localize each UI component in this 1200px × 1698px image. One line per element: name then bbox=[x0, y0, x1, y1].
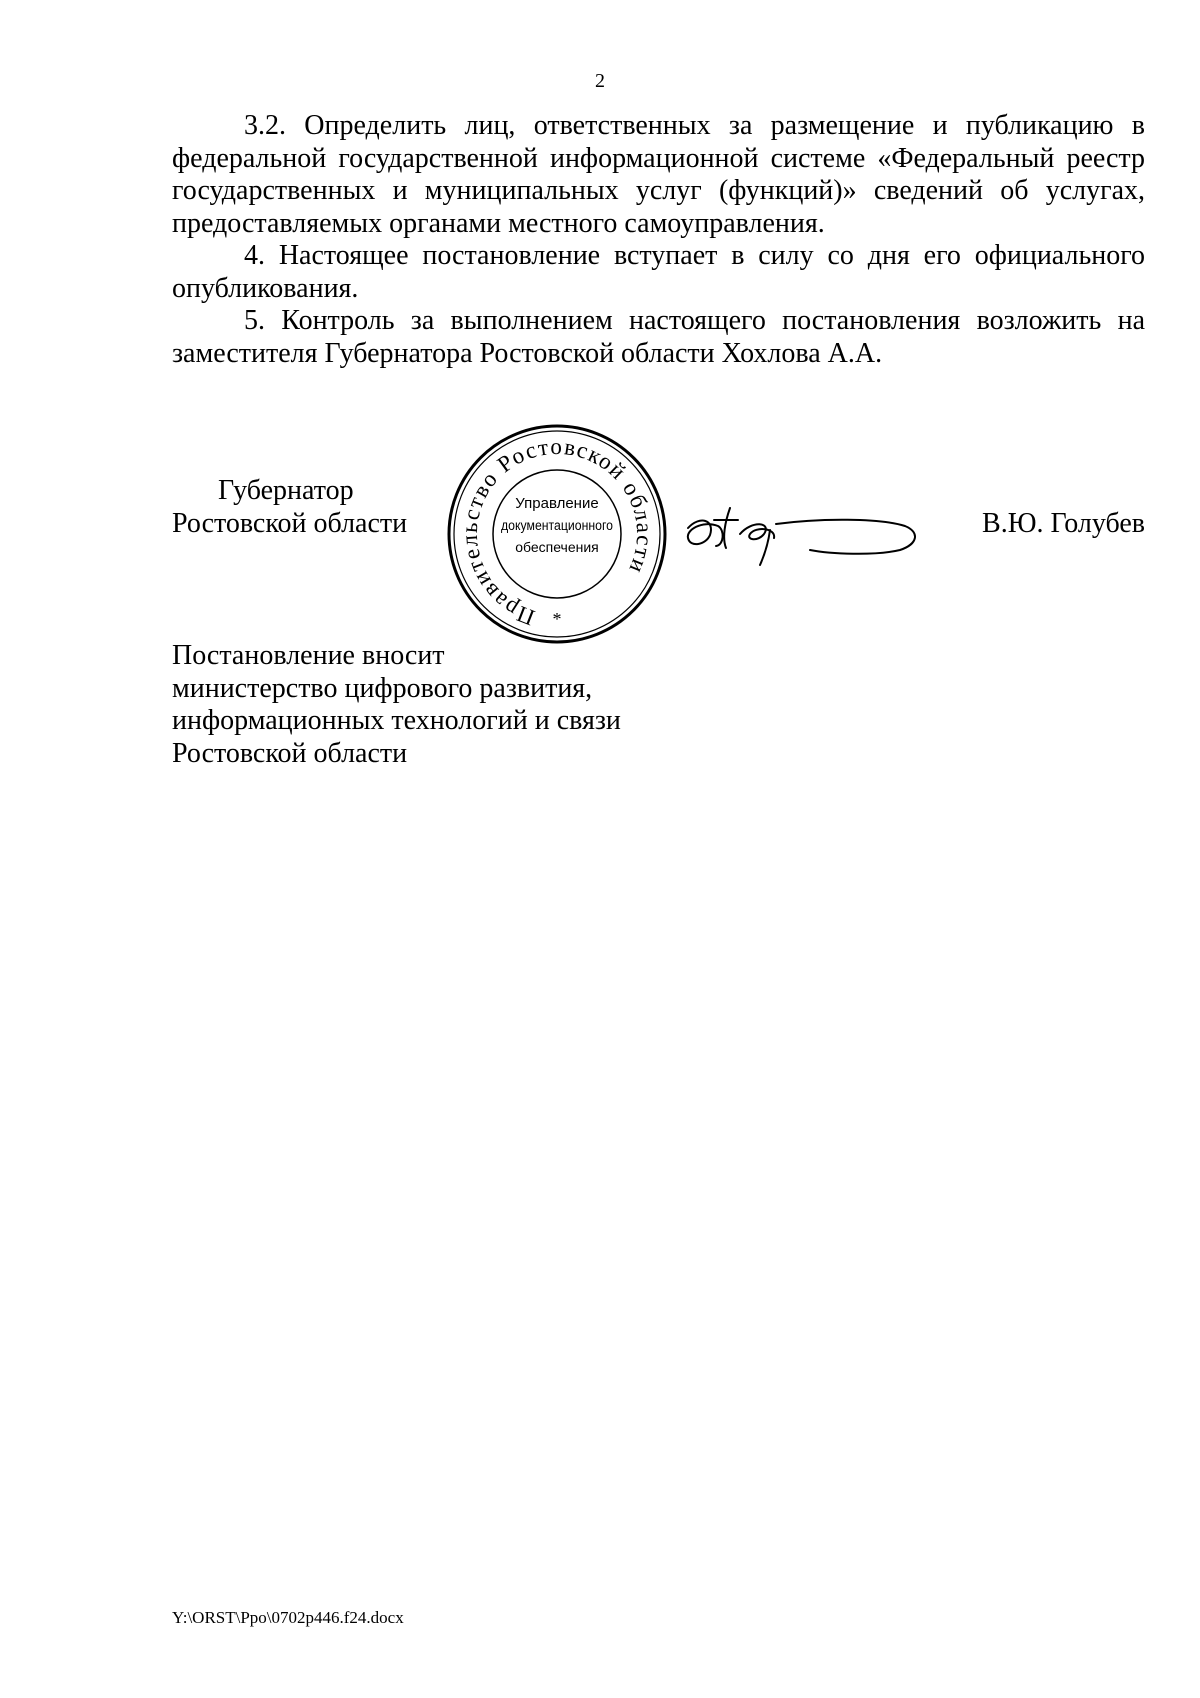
seal-star: * bbox=[552, 609, 562, 629]
signatory-name: В.Ю. Голубев bbox=[982, 508, 1145, 539]
footer-file-path: Y:\ORST\Ppo\0702p446.f24.docx bbox=[172, 1608, 404, 1627]
paragraph-3-2: 3.2. Определить лиц, ответственных за размещение и публикацию в федеральной государственной информационной системе «Федеральный реестр государственных и муниципальных услуг (функций)» сведений об услугах, предоставляемых органами местного самоуправления. bbox=[172, 110, 1145, 239]
seal-outer-text: Правительство Ростовской области bbox=[456, 433, 658, 631]
paragraph-4: 4. Настоящее постановление вступает в силу со дня его официального опубликования. bbox=[172, 240, 1145, 304]
signatory-title bbox=[172, 475, 407, 540]
submitted-by bbox=[172, 640, 621, 770]
signature-block bbox=[0, 420, 1200, 650]
submitted-by-line4: Ростовской области bbox=[172, 737, 408, 769]
handwritten-signature bbox=[680, 490, 935, 570]
submitted-by-line3: информационных технологий и связи bbox=[172, 705, 621, 736]
seal-inner-line3: обеспечения bbox=[515, 539, 599, 555]
page-number: 2 bbox=[595, 70, 605, 92]
signatory-title-line2: Ростовской области bbox=[172, 507, 408, 539]
paragraph-5: 5. Контроль за выполнением настоящего постановления возложить на заместителя Губернатора Ростовской области Хохлова А.А. bbox=[172, 305, 1145, 369]
signatory-title-line1: Губернатор bbox=[218, 475, 354, 506]
official-seal bbox=[443, 420, 671, 648]
submitted-by-line1: Постановление вносит bbox=[172, 640, 445, 671]
document-body bbox=[172, 110, 1145, 370]
seal-inner-line2: документационного bbox=[501, 518, 613, 533]
submitted-by-line2: министерство цифрового развития, bbox=[172, 672, 593, 704]
seal-inner-line1: Управление bbox=[515, 495, 599, 512]
